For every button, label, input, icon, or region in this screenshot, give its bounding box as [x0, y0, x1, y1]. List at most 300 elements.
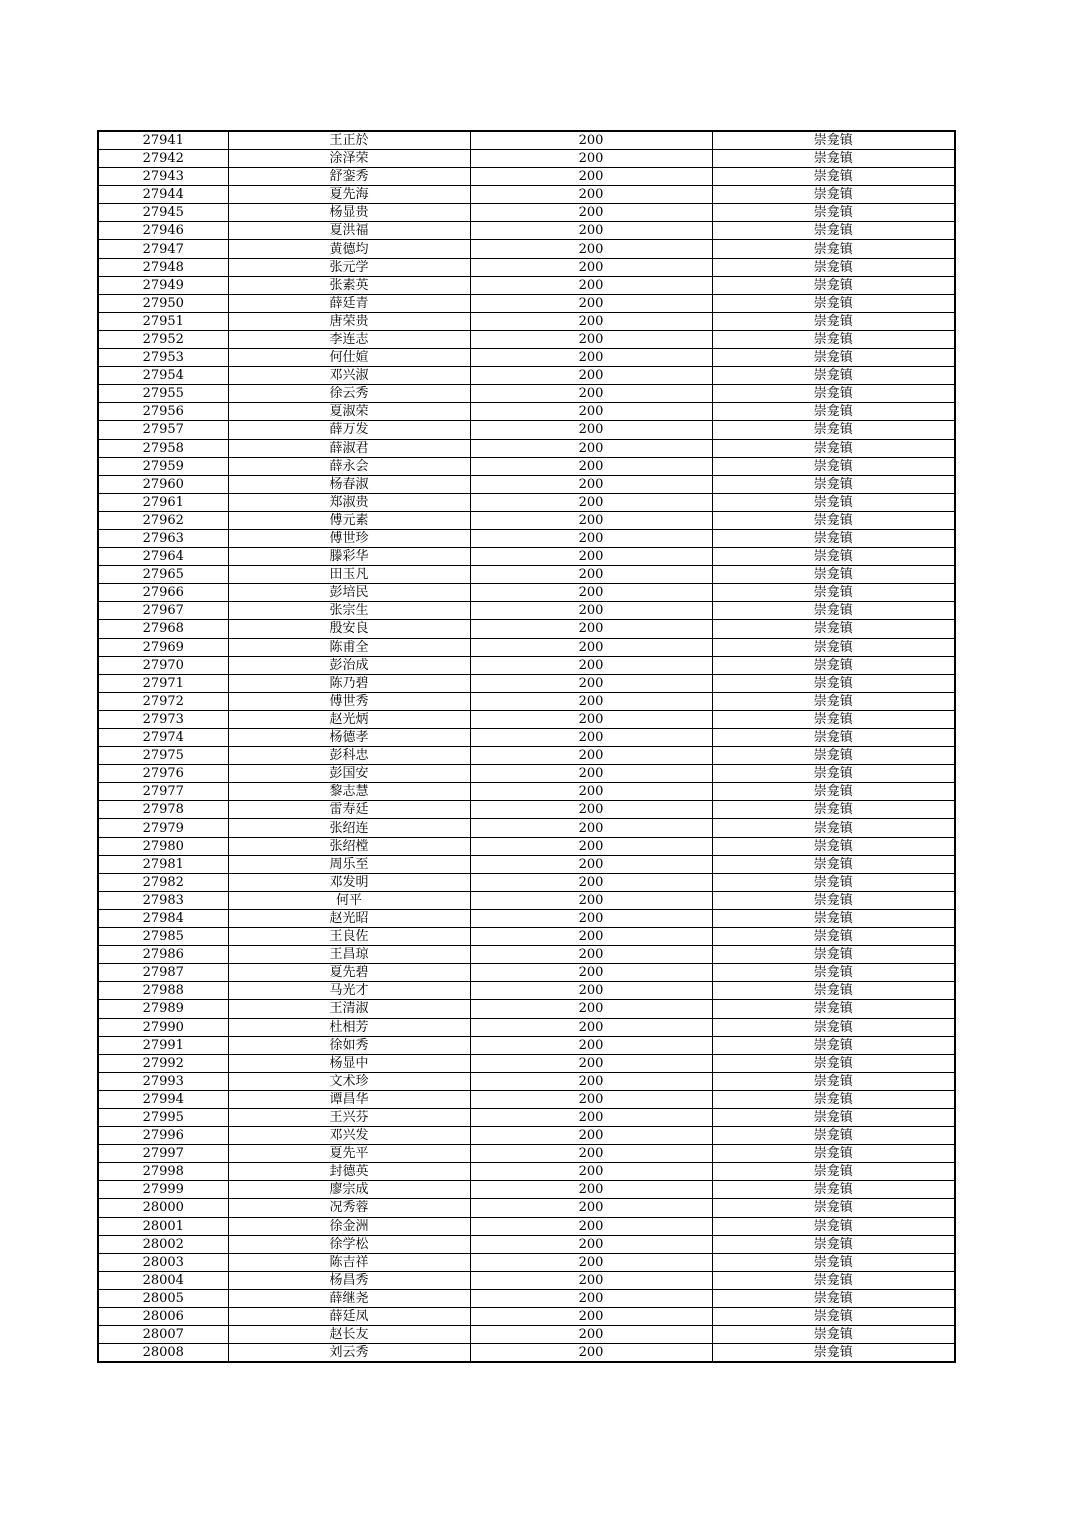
record-id-cell: 27991: [98, 1036, 228, 1054]
amount-cell: 200: [470, 566, 712, 584]
town-cell: 崇龛镇: [712, 674, 955, 692]
record-id-cell: 27956: [98, 403, 228, 421]
person-name-cell: 黎志慧: [228, 783, 470, 801]
table-row: [98, 1181, 955, 1199]
town-cell: 崇龛镇: [712, 1018, 955, 1036]
table-row: [98, 602, 955, 620]
town-cell: 崇龛镇: [712, 1235, 955, 1253]
table-row: [98, 819, 955, 837]
table-row: [98, 620, 955, 638]
table-row: [98, 186, 955, 204]
record-id-cell: 27997: [98, 1145, 228, 1163]
person-name-cell: 彭治成: [228, 656, 470, 674]
table-row: [98, 656, 955, 674]
record-id-cell: 27980: [98, 837, 228, 855]
record-id-cell: 27952: [98, 330, 228, 348]
table-row: [98, 747, 955, 765]
amount-cell: 200: [470, 294, 712, 312]
town-cell: 崇龛镇: [712, 1199, 955, 1217]
amount-cell: 200: [470, 692, 712, 710]
amount-cell: 200: [470, 131, 712, 150]
record-id-cell: 27943: [98, 168, 228, 186]
town-cell: 崇龛镇: [712, 367, 955, 385]
record-id-cell: 27977: [98, 783, 228, 801]
person-name-cell: 张元学: [228, 258, 470, 276]
town-cell: 崇龛镇: [712, 457, 955, 475]
town-cell: 崇龛镇: [712, 403, 955, 421]
table-row: [98, 1344, 955, 1363]
person-name-cell: 滕彩华: [228, 548, 470, 566]
amount-cell: 200: [470, 403, 712, 421]
table-row: [98, 150, 955, 168]
town-cell: 崇龛镇: [712, 747, 955, 765]
table-row: [98, 276, 955, 294]
person-name-cell: 夏洪福: [228, 222, 470, 240]
person-name-cell: 徐云秀: [228, 385, 470, 403]
person-name-cell: 王兴芬: [228, 1108, 470, 1126]
person-name-cell: 周乐至: [228, 855, 470, 873]
amount-cell: 200: [470, 385, 712, 403]
person-name-cell: 傅世秀: [228, 692, 470, 710]
amount-cell: 200: [470, 891, 712, 909]
amount-cell: 200: [470, 1199, 712, 1217]
town-cell: 崇龛镇: [712, 294, 955, 312]
town-cell: 崇龛镇: [712, 692, 955, 710]
table-row: [98, 909, 955, 927]
amount-cell: 200: [470, 240, 712, 258]
town-cell: 崇龛镇: [712, 475, 955, 493]
amount-cell: 200: [470, 1108, 712, 1126]
town-cell: 崇龛镇: [712, 240, 955, 258]
person-name-cell: 况秀蓉: [228, 1199, 470, 1217]
person-name-cell: 薛淑君: [228, 439, 470, 457]
amount-cell: 200: [470, 168, 712, 186]
record-id-cell: 27992: [98, 1054, 228, 1072]
town-cell: 崇龛镇: [712, 1127, 955, 1145]
table-row: [98, 964, 955, 982]
table-row: [98, 1127, 955, 1145]
person-name-cell: 殷安良: [228, 620, 470, 638]
table-row: [98, 674, 955, 692]
person-name-cell: 王清淑: [228, 1000, 470, 1018]
amount-cell: 200: [470, 1072, 712, 1090]
amount-cell: 200: [470, 330, 712, 348]
amount-cell: 200: [470, 855, 712, 873]
town-cell: 崇龛镇: [712, 982, 955, 1000]
person-name-cell: 张宗生: [228, 602, 470, 620]
town-cell: 崇龛镇: [712, 928, 955, 946]
record-id-cell: 27962: [98, 511, 228, 529]
record-id-cell: 27959: [98, 457, 228, 475]
person-name-cell: 杜相芳: [228, 1018, 470, 1036]
person-name-cell: 赵光炳: [228, 710, 470, 728]
person-name-cell: 邓兴发: [228, 1127, 470, 1145]
town-cell: 崇龛镇: [712, 131, 955, 150]
town-cell: 崇龛镇: [712, 891, 955, 909]
person-name-cell: 邓发明: [228, 873, 470, 891]
record-id-cell: 27947: [98, 240, 228, 258]
person-name-cell: 彭科忠: [228, 747, 470, 765]
amount-cell: 200: [470, 204, 712, 222]
record-id-cell: 27989: [98, 1000, 228, 1018]
record-id-cell: 27983: [98, 891, 228, 909]
town-cell: 崇龛镇: [712, 1090, 955, 1108]
table-row: [98, 349, 955, 367]
town-cell: 崇龛镇: [712, 421, 955, 439]
person-name-cell: 唐荣贵: [228, 312, 470, 330]
table-row: [98, 1018, 955, 1036]
record-id-cell: 27954: [98, 367, 228, 385]
record-id-cell: 27987: [98, 964, 228, 982]
person-name-cell: 舒銮秀: [228, 168, 470, 186]
table-row: [98, 1253, 955, 1271]
record-id-cell: 27968: [98, 620, 228, 638]
table-row: [98, 1145, 955, 1163]
town-cell: 崇龛镇: [712, 1289, 955, 1307]
amount-cell: 200: [470, 747, 712, 765]
town-cell: 崇龛镇: [712, 349, 955, 367]
table-row: [98, 982, 955, 1000]
amount-cell: 200: [470, 150, 712, 168]
town-cell: 崇龛镇: [712, 566, 955, 584]
amount-cell: 200: [470, 1127, 712, 1145]
amount-cell: 200: [470, 222, 712, 240]
record-id-cell: 27981: [98, 855, 228, 873]
table-row: [98, 1289, 955, 1307]
amount-cell: 200: [470, 1018, 712, 1036]
record-id-cell: 27999: [98, 1181, 228, 1199]
town-cell: 崇龛镇: [712, 1000, 955, 1018]
amount-cell: 200: [470, 837, 712, 855]
amount-cell: 200: [470, 801, 712, 819]
table-row: [98, 783, 955, 801]
table-row: [98, 511, 955, 529]
record-id-cell: 28005: [98, 1289, 228, 1307]
town-cell: 崇龛镇: [712, 1054, 955, 1072]
amount-cell: 200: [470, 367, 712, 385]
record-id-cell: 28003: [98, 1253, 228, 1271]
town-cell: 崇龛镇: [712, 222, 955, 240]
record-id-cell: 27993: [98, 1072, 228, 1090]
person-name-cell: 陈吉祥: [228, 1253, 470, 1271]
table-row: [98, 493, 955, 511]
table-row: [98, 729, 955, 747]
amount-cell: 200: [470, 1181, 712, 1199]
record-id-cell: 27945: [98, 204, 228, 222]
town-cell: 崇龛镇: [712, 964, 955, 982]
record-id-cell: 27953: [98, 349, 228, 367]
amount-cell: 200: [470, 421, 712, 439]
person-name-cell: 薛万发: [228, 421, 470, 439]
person-name-cell: 薛继尧: [228, 1289, 470, 1307]
person-name-cell: 张绍樘: [228, 837, 470, 855]
table-row: [98, 1217, 955, 1235]
record-id-cell: 27951: [98, 312, 228, 330]
person-name-cell: 谭昌华: [228, 1090, 470, 1108]
record-id-cell: 27986: [98, 946, 228, 964]
record-id-cell: 27975: [98, 747, 228, 765]
amount-cell: 200: [470, 529, 712, 547]
table-row: [98, 710, 955, 728]
records-table-body: [98, 131, 955, 1362]
table-row: [98, 584, 955, 602]
person-name-cell: 何仕媗: [228, 349, 470, 367]
town-cell: 崇龛镇: [712, 602, 955, 620]
person-name-cell: 王良佐: [228, 928, 470, 946]
town-cell: 崇龛镇: [712, 1181, 955, 1199]
town-cell: 崇龛镇: [712, 1308, 955, 1326]
town-cell: 崇龛镇: [712, 1253, 955, 1271]
person-name-cell: 薛廷凤: [228, 1308, 470, 1326]
record-id-cell: 27994: [98, 1090, 228, 1108]
town-cell: 崇龛镇: [712, 819, 955, 837]
record-id-cell: 27976: [98, 765, 228, 783]
table-row: [98, 403, 955, 421]
town-cell: 崇龛镇: [712, 873, 955, 891]
records-table: [97, 130, 956, 1363]
town-cell: 崇龛镇: [712, 511, 955, 529]
record-id-cell: 27985: [98, 928, 228, 946]
record-id-cell: 27972: [98, 692, 228, 710]
amount-cell: 200: [470, 312, 712, 330]
town-cell: 崇龛镇: [712, 855, 955, 873]
table-row: [98, 1054, 955, 1072]
amount-cell: 200: [470, 729, 712, 747]
record-id-cell: 28006: [98, 1308, 228, 1326]
record-id-cell: 28004: [98, 1271, 228, 1289]
town-cell: 崇龛镇: [712, 783, 955, 801]
table-row: [98, 131, 955, 150]
amount-cell: 200: [470, 1271, 712, 1289]
person-name-cell: 徐金洲: [228, 1217, 470, 1235]
person-name-cell: 陈乃碧: [228, 674, 470, 692]
record-id-cell: 27971: [98, 674, 228, 692]
person-name-cell: 张素英: [228, 276, 470, 294]
record-id-cell: 28001: [98, 1217, 228, 1235]
town-cell: 崇龛镇: [712, 909, 955, 927]
person-name-cell: 赵长友: [228, 1326, 470, 1344]
amount-cell: 200: [470, 783, 712, 801]
town-cell: 崇龛镇: [712, 276, 955, 294]
person-name-cell: 邓兴淑: [228, 367, 470, 385]
record-id-cell: 27978: [98, 801, 228, 819]
amount-cell: 200: [470, 620, 712, 638]
town-cell: 崇龛镇: [712, 1036, 955, 1054]
record-id-cell: 27957: [98, 421, 228, 439]
amount-cell: 200: [470, 1253, 712, 1271]
amount-cell: 200: [470, 548, 712, 566]
amount-cell: 200: [470, 186, 712, 204]
record-id-cell: 27990: [98, 1018, 228, 1036]
person-name-cell: 杨德孝: [228, 729, 470, 747]
record-id-cell: 27967: [98, 602, 228, 620]
record-id-cell: 27961: [98, 493, 228, 511]
table-row: [98, 312, 955, 330]
town-cell: 崇龛镇: [712, 710, 955, 728]
table-row: [98, 1199, 955, 1217]
town-cell: 崇龛镇: [712, 1217, 955, 1235]
amount-cell: 200: [470, 258, 712, 276]
table-row: [98, 1108, 955, 1126]
town-cell: 崇龛镇: [712, 330, 955, 348]
person-name-cell: 涂泽荣: [228, 150, 470, 168]
amount-cell: 200: [470, 1344, 712, 1363]
amount-cell: 200: [470, 1036, 712, 1054]
table-row: [98, 946, 955, 964]
record-id-cell: 27970: [98, 656, 228, 674]
amount-cell: 200: [470, 656, 712, 674]
amount-cell: 200: [470, 349, 712, 367]
person-name-cell: 薛廷青: [228, 294, 470, 312]
town-cell: 崇龛镇: [712, 620, 955, 638]
table-row: [98, 1072, 955, 1090]
table-row: [98, 529, 955, 547]
table-row: [98, 855, 955, 873]
record-id-cell: 27984: [98, 909, 228, 927]
person-name-cell: 彭培民: [228, 584, 470, 602]
amount-cell: 200: [470, 928, 712, 946]
record-id-cell: 27949: [98, 276, 228, 294]
table-row: [98, 837, 955, 855]
amount-cell: 200: [470, 584, 712, 602]
amount-cell: 200: [470, 1289, 712, 1307]
person-name-cell: 李连志: [228, 330, 470, 348]
town-cell: 崇龛镇: [712, 1344, 955, 1363]
record-id-cell: 27942: [98, 150, 228, 168]
person-name-cell: 杨显中: [228, 1054, 470, 1072]
record-id-cell: 27941: [98, 131, 228, 150]
amount-cell: 200: [470, 765, 712, 783]
table-row: [98, 801, 955, 819]
person-name-cell: 薛永会: [228, 457, 470, 475]
table-row: [98, 566, 955, 584]
person-name-cell: 刘云秀: [228, 1344, 470, 1363]
town-cell: 崇龛镇: [712, 548, 955, 566]
person-name-cell: 杨春淑: [228, 475, 470, 493]
person-name-cell: 王正於: [228, 131, 470, 150]
table-row: [98, 294, 955, 312]
amount-cell: 200: [470, 475, 712, 493]
table-row: [98, 421, 955, 439]
amount-cell: 200: [470, 457, 712, 475]
person-name-cell: 夏先海: [228, 186, 470, 204]
town-cell: 崇龛镇: [712, 1163, 955, 1181]
table-row: [98, 1163, 955, 1181]
amount-cell: 200: [470, 511, 712, 529]
person-name-cell: 封德英: [228, 1163, 470, 1181]
person-name-cell: 田玉凡: [228, 566, 470, 584]
town-cell: 崇龛镇: [712, 385, 955, 403]
table-row: [98, 1271, 955, 1289]
record-id-cell: 28007: [98, 1326, 228, 1344]
town-cell: 崇龛镇: [712, 186, 955, 204]
town-cell: 崇龛镇: [712, 493, 955, 511]
town-cell: 崇龛镇: [712, 529, 955, 547]
person-name-cell: 傅世珍: [228, 529, 470, 547]
table-row: [98, 765, 955, 783]
table-row: [98, 1036, 955, 1054]
table-row: [98, 439, 955, 457]
town-cell: 崇龛镇: [712, 656, 955, 674]
person-name-cell: 夏淑荣: [228, 403, 470, 421]
record-id-cell: 27998: [98, 1163, 228, 1181]
record-id-cell: 28000: [98, 1199, 228, 1217]
record-id-cell: 27988: [98, 982, 228, 1000]
amount-cell: 200: [470, 964, 712, 982]
person-name-cell: 徐如秀: [228, 1036, 470, 1054]
amount-cell: 200: [470, 1326, 712, 1344]
table-row: [98, 1308, 955, 1326]
record-id-cell: 28008: [98, 1344, 228, 1363]
town-cell: 崇龛镇: [712, 946, 955, 964]
person-name-cell: 黄德均: [228, 240, 470, 258]
record-id-cell: 27963: [98, 529, 228, 547]
person-name-cell: 郑淑贵: [228, 493, 470, 511]
record-id-cell: 28002: [98, 1235, 228, 1253]
table-row: [98, 222, 955, 240]
record-id-cell: 27996: [98, 1127, 228, 1145]
town-cell: 崇龛镇: [712, 837, 955, 855]
amount-cell: 200: [470, 1308, 712, 1326]
record-id-cell: 27958: [98, 439, 228, 457]
town-cell: 崇龛镇: [712, 1072, 955, 1090]
town-cell: 崇龛镇: [712, 1271, 955, 1289]
person-name-cell: 文术珍: [228, 1072, 470, 1090]
amount-cell: 200: [470, 1217, 712, 1235]
amount-cell: 200: [470, 638, 712, 656]
amount-cell: 200: [470, 946, 712, 964]
amount-cell: 200: [470, 710, 712, 728]
table-row: [98, 873, 955, 891]
person-name-cell: 马光才: [228, 982, 470, 1000]
amount-cell: 200: [470, 439, 712, 457]
person-name-cell: 徐学松: [228, 1235, 470, 1253]
record-id-cell: 27965: [98, 566, 228, 584]
amount-cell: 200: [470, 493, 712, 511]
record-id-cell: 27982: [98, 873, 228, 891]
table-row: [98, 928, 955, 946]
person-name-cell: 王昌琼: [228, 946, 470, 964]
amount-cell: 200: [470, 1054, 712, 1072]
person-name-cell: 夏先碧: [228, 964, 470, 982]
town-cell: 崇龛镇: [712, 204, 955, 222]
table-row: [98, 204, 955, 222]
person-name-cell: 傅元素: [228, 511, 470, 529]
record-id-cell: 27946: [98, 222, 228, 240]
record-id-cell: 27973: [98, 710, 228, 728]
table-row: [98, 1326, 955, 1344]
table-row: [98, 240, 955, 258]
town-cell: 崇龛镇: [712, 729, 955, 747]
record-id-cell: 27948: [98, 258, 228, 276]
amount-cell: 200: [470, 1145, 712, 1163]
town-cell: 崇龛镇: [712, 765, 955, 783]
table-row: [98, 638, 955, 656]
person-name-cell: 夏先平: [228, 1145, 470, 1163]
town-cell: 崇龛镇: [712, 584, 955, 602]
amount-cell: 200: [470, 1235, 712, 1253]
amount-cell: 200: [470, 602, 712, 620]
town-cell: 崇龛镇: [712, 801, 955, 819]
person-name-cell: 彭国安: [228, 765, 470, 783]
record-id-cell: 27969: [98, 638, 228, 656]
town-cell: 崇龛镇: [712, 638, 955, 656]
person-name-cell: 杨昌秀: [228, 1271, 470, 1289]
record-id-cell: 27995: [98, 1108, 228, 1126]
town-cell: 崇龛镇: [712, 1145, 955, 1163]
table-row: [98, 168, 955, 186]
table-row: [98, 1000, 955, 1018]
